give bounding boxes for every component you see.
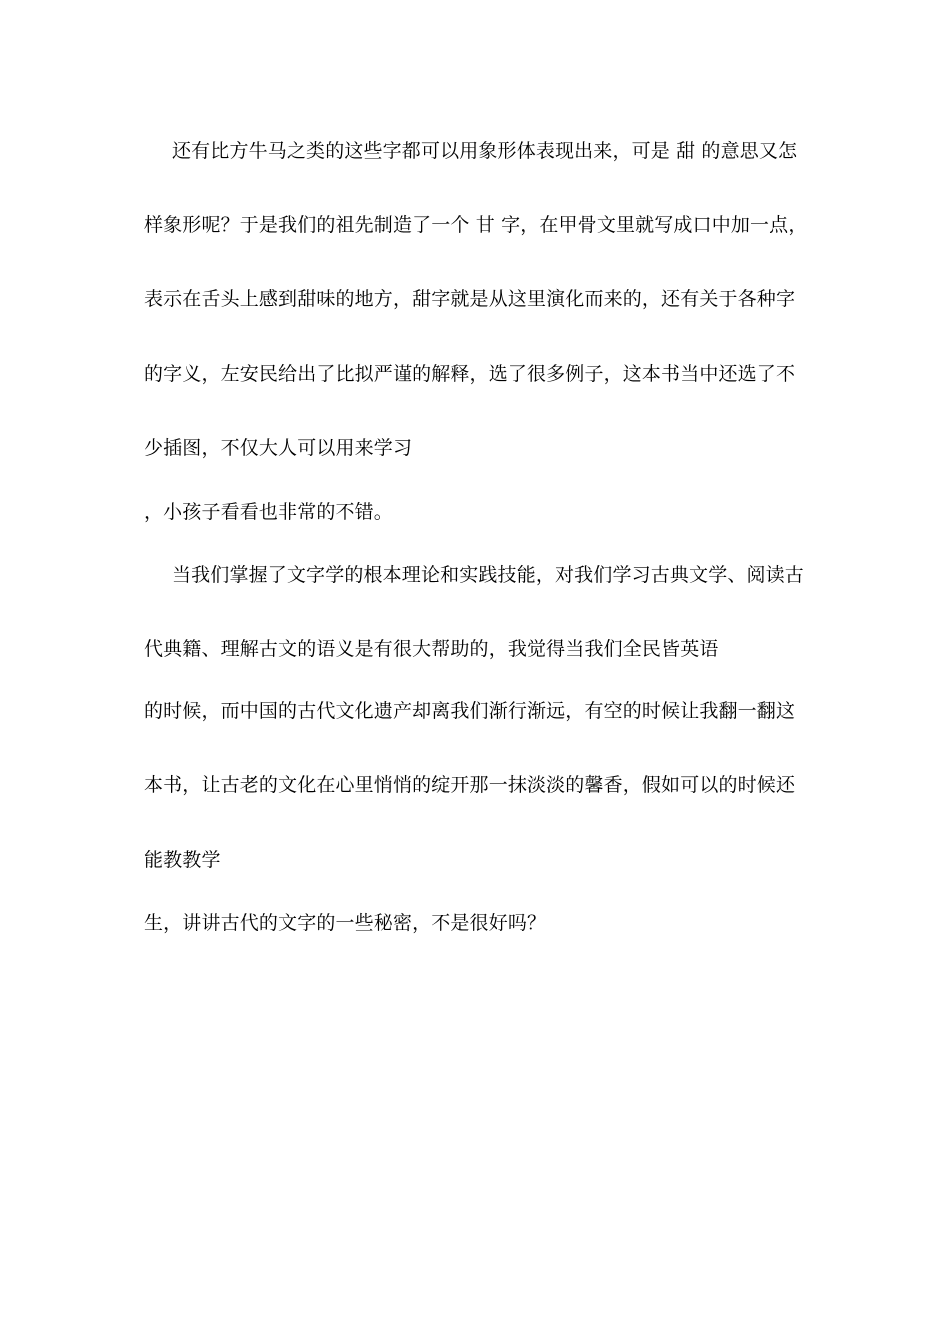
- text-line: 生，讲讲古代的文字的一些秘密，不是很好吗？: [144, 912, 547, 934]
- text-line: 代典籍、理解古文的语义是有很大帮助的，我觉得当我们全民皆英语: [144, 638, 719, 660]
- text-line: 少插图，不仅大人可以用来学习: [144, 437, 413, 459]
- text-line: 本书，让古老的文化在心里悄悄的绽开那一抹淡淡的馨香，假如可以的时候还: [144, 774, 796, 796]
- text-line: 当我们掌握了文字学的根本理论和实践技能，对我们学习古典文学、阅读古: [172, 564, 804, 586]
- text-line: 样象形呢？于是我们的祖先制造了一个 甘 字，在甲骨文里就写成口中加一点，: [144, 214, 808, 236]
- text-line: 能教教学: [144, 849, 221, 871]
- text-line: 表示在舌头上感到甜味的地方，甜字就是从这里演化而来的，还有关于各种字: [144, 288, 796, 310]
- text-line: 的时候，而中国的古代文化遗产却离我们渐行渐远，有空的时候让我翻一翻这: [144, 700, 796, 722]
- text-line: 还有比方牛马之类的这些字都可以用象形体表现出来，可是 甜 的意思又怎: [172, 140, 798, 162]
- text-line: ，小孩子看看也非常的不错。: [144, 501, 393, 523]
- text-line: 的字义，左安民给出了比拟严谨的解释，选了很多例子，这本书当中还选了不: [144, 363, 796, 385]
